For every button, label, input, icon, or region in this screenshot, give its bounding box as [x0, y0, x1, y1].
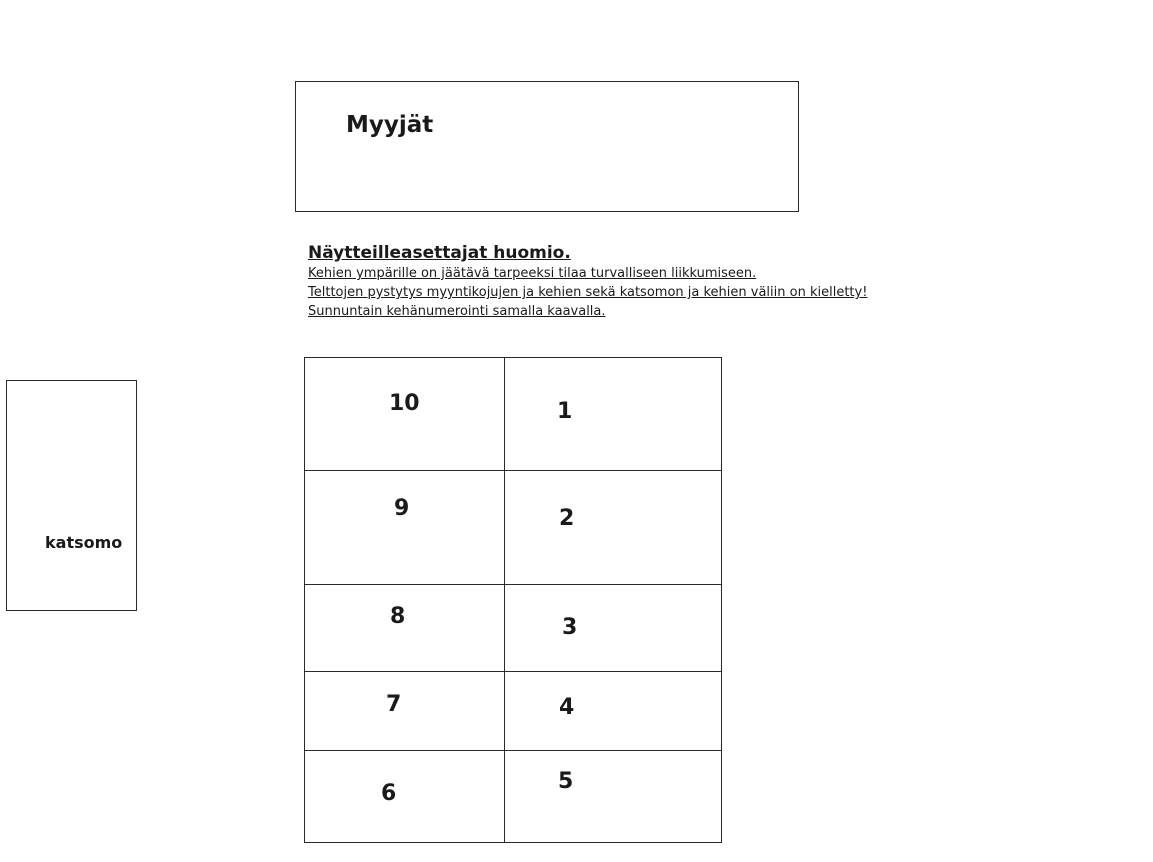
ring-number: 2 [559, 506, 575, 531]
sellers-area [295, 81, 799, 212]
ring-number: 7 [386, 692, 402, 717]
ring-number: 8 [390, 604, 406, 629]
spectator-area-label: katsomo [45, 533, 123, 552]
exhibitor-notice [308, 242, 928, 321]
ring-number: 4 [559, 695, 575, 720]
notice-heading: Näytteilleasettajat huomio. [308, 243, 571, 263]
ring-3 [504, 584, 722, 672]
sellers-area-label: Myyjät [346, 112, 434, 138]
ring-5 [504, 750, 722, 843]
ring-number: 6 [381, 781, 397, 806]
notice-line: Telttojen pystytys myyntikojujen ja kehien sekä katsomon ja kehien väliin on kielletty! [308, 285, 868, 300]
ring-number: 3 [562, 615, 578, 640]
ring-number: 1 [557, 399, 573, 424]
ring-6 [304, 750, 505, 843]
spectator-area [6, 380, 137, 611]
ring-7 [304, 671, 505, 751]
ring-8 [304, 584, 505, 672]
ring-1 [504, 357, 722, 471]
notice-line: Kehien ympärille on jäätävä tarpeeksi tilaa turvalliseen liikkumiseen. [308, 266, 757, 281]
ring-grid [304, 357, 722, 843]
ring-10 [304, 357, 505, 471]
ring-number: 10 [389, 391, 420, 416]
ring-number: 9 [394, 496, 410, 521]
ring-9 [304, 470, 505, 585]
ring-4 [504, 671, 722, 751]
ring-2 [504, 470, 722, 585]
notice-line: Sunnuntain kehänumerointi samalla kaavalla. [308, 304, 606, 319]
ring-number: 5 [558, 769, 574, 794]
